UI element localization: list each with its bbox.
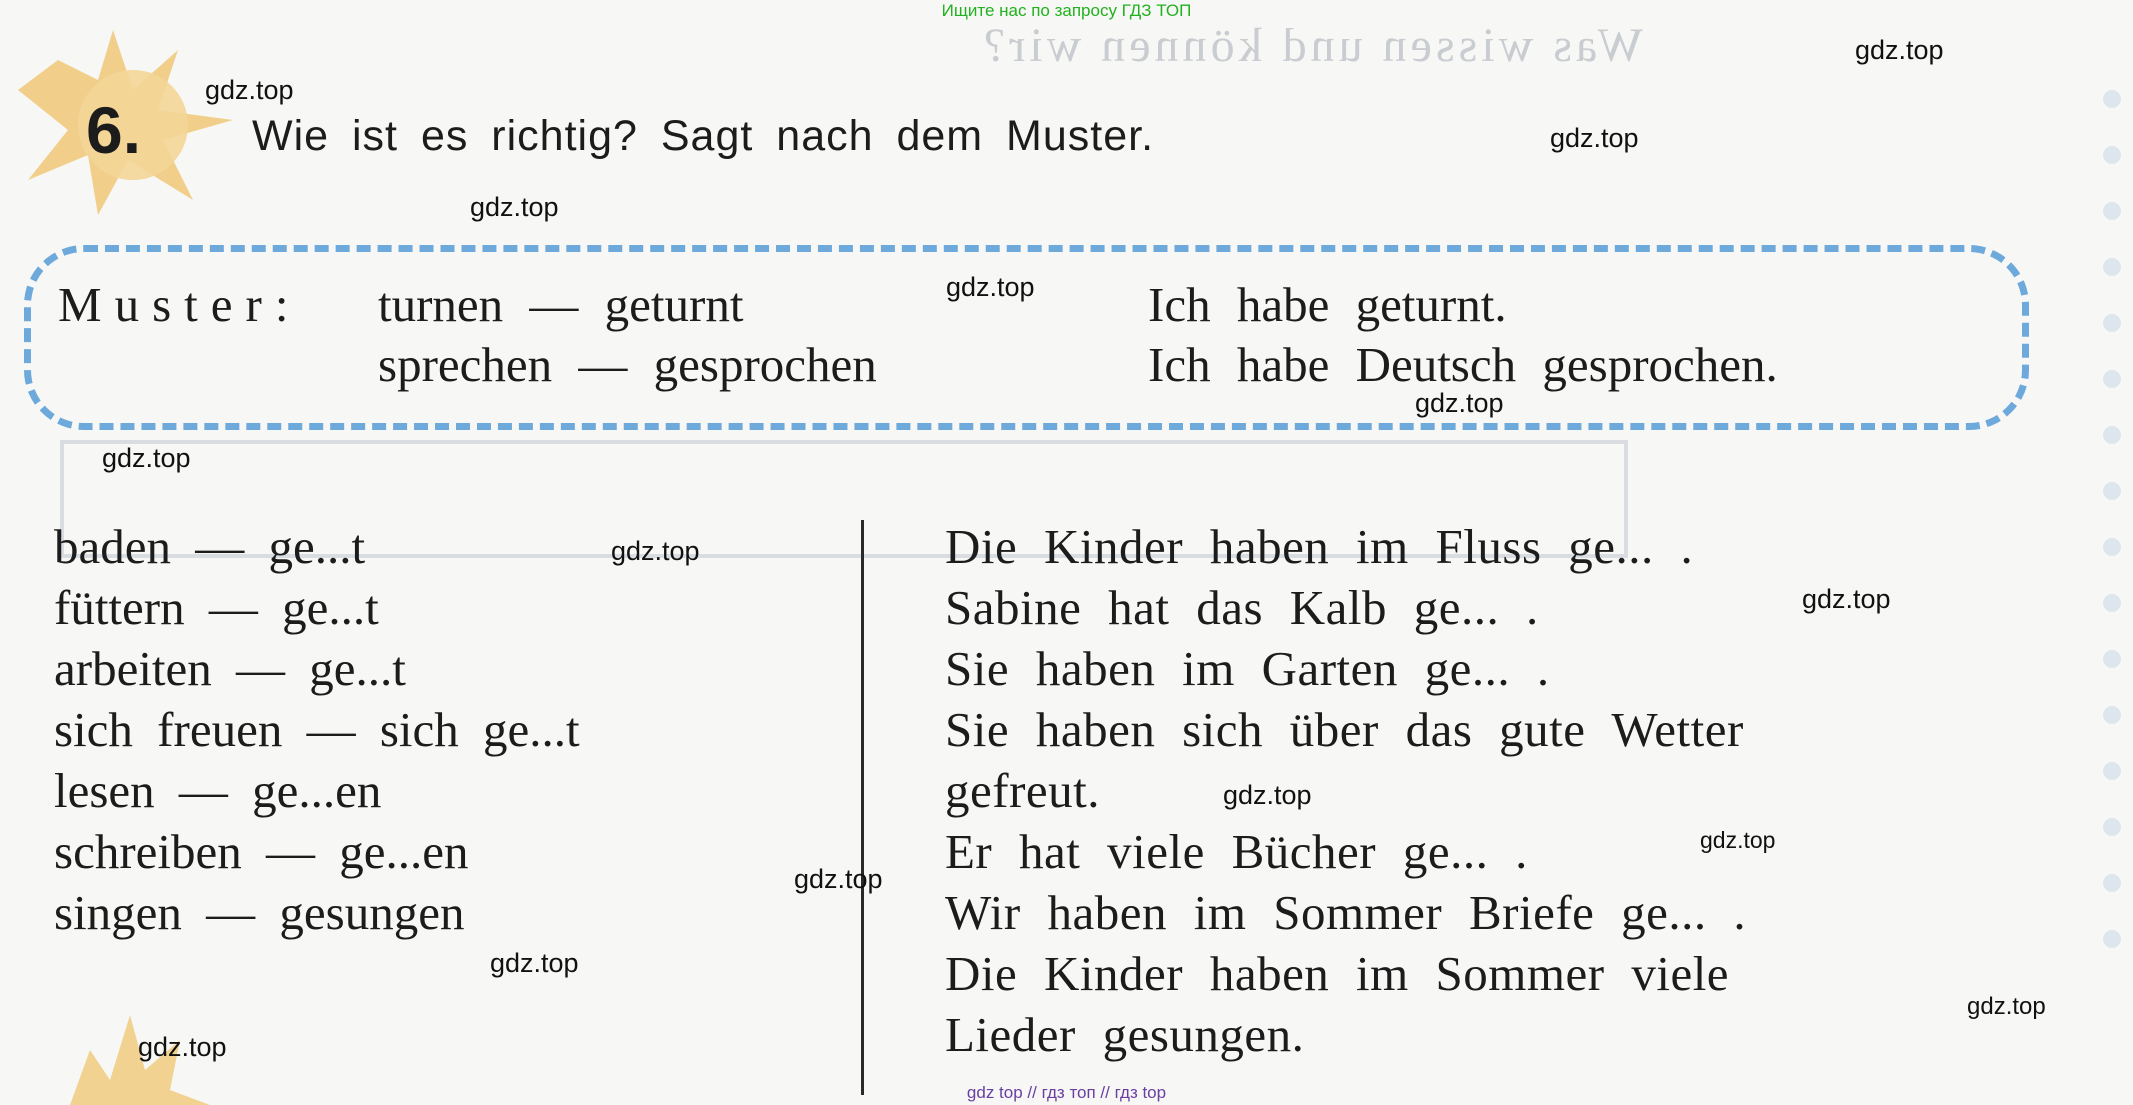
- watermark: gdz.top: [794, 864, 883, 894]
- column-divider: [861, 520, 864, 1095]
- header-note[interactable]: Ищите нас по запросу ГДЗ ТОП: [941, 1, 1192, 20]
- watermark: gdz.top: [1967, 993, 2046, 1020]
- sentence-line: Lieder gesungen.: [945, 1007, 1305, 1062]
- watermark: gdz.top: [490, 948, 579, 978]
- footer-note[interactable]: gdz top // гдз топ // гдз top: [966, 1083, 1167, 1102]
- watermark: gdz.top: [1700, 827, 1776, 853]
- verb-item: singen — gesungen: [54, 885, 465, 940]
- page-edge-dots: [2097, 90, 2127, 986]
- sentence-line: Sabine hat das Kalb ge... .: [945, 580, 1539, 635]
- verb-item: füttern — ge...t: [54, 580, 379, 635]
- watermark: gdz.top: [1550, 123, 1639, 153]
- sentence-line: Die Kinder haben im Fluss ge... .: [945, 519, 1694, 574]
- verb-item: baden — ge...t: [54, 519, 366, 574]
- watermark: gdz.top: [1415, 388, 1504, 418]
- watermark: gdz.top: [1855, 35, 1944, 65]
- sentence-line: Sie haben im Garten ge... .: [945, 641, 1550, 696]
- watermark: gdz.top: [611, 536, 700, 566]
- task-number: 6.: [86, 93, 142, 167]
- verb-item: schreiben — ge...en: [54, 824, 469, 879]
- sentence-line: Wir haben im Sommer Briefe ge... .: [945, 885, 1747, 940]
- muster-sentence-1: Ich habe geturnt.: [1148, 277, 1507, 332]
- sentence-line: Die Kinder haben im Sommer viele: [945, 946, 1730, 1001]
- muster-verb-2: sprechen — gesprochen: [378, 337, 877, 392]
- verb-item: lesen — ge...en: [54, 763, 382, 818]
- muster-label: Muster:: [58, 277, 302, 332]
- watermark: gdz.top: [946, 272, 1035, 302]
- watermark: gdz.top: [1802, 584, 1891, 614]
- muster-verb-1: turnen — geturnt: [378, 277, 744, 332]
- sentence-line: gefreut.: [945, 763, 1100, 818]
- background-bleed-text: Was wissen und können wir?: [980, 19, 1643, 72]
- watermark: gdz.top: [138, 1032, 227, 1062]
- verb-item: arbeiten — ge...t: [54, 641, 406, 696]
- task-instruction: Wie ist es richtig? Sagt nach dem Muster.: [252, 112, 1155, 160]
- watermark: gdz.top: [1223, 780, 1312, 810]
- watermark: gdz.top: [470, 192, 559, 222]
- muster-sentence-2: Ich habe Deutsch gesprochen.: [1148, 337, 1778, 392]
- watermark: gdz.top: [102, 443, 191, 473]
- sentence-line: Sie haben sich über das gute Wetter: [945, 702, 1744, 757]
- watermark: gdz.top: [205, 75, 294, 105]
- verb-item: sich freuen — sich ge...t: [54, 702, 580, 757]
- sentence-line: Er hat viele Bücher ge... .: [945, 824, 1528, 879]
